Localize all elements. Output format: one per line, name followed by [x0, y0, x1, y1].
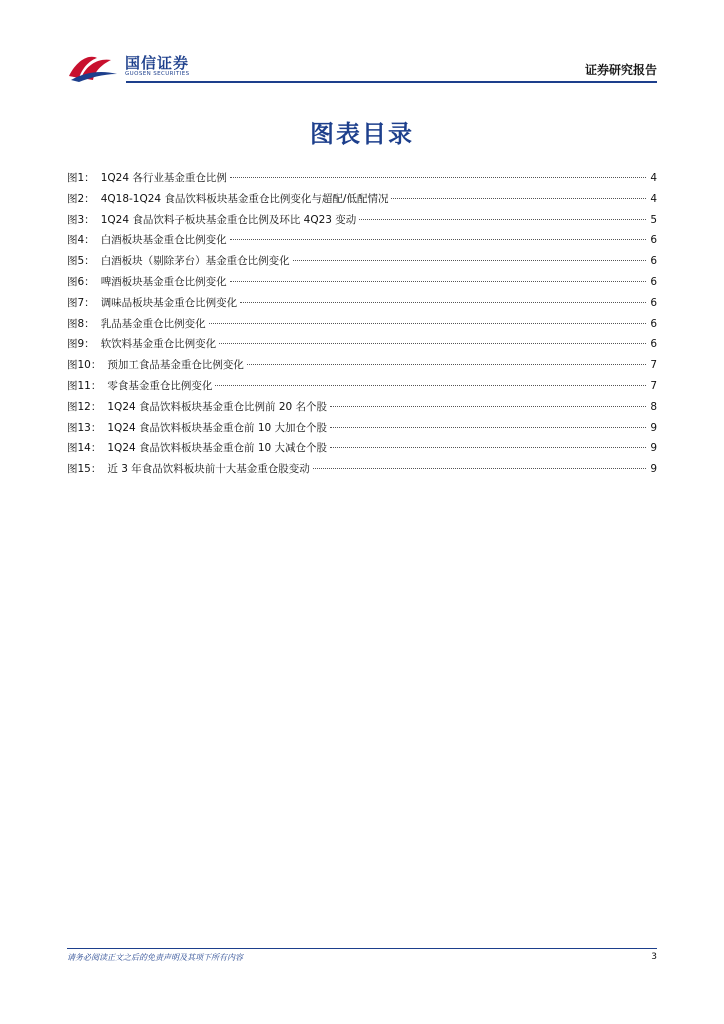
toc-entry[interactable] — [67, 357, 657, 378]
toc-page-number: 9 — [650, 463, 657, 476]
toc-dot-leader — [313, 468, 646, 469]
toc-figure-title: 1Q24 食品饮料板块基金重仓前 10 大减仓个股 — [107, 442, 328, 455]
header-divider — [126, 81, 657, 83]
toc-figure-title: 4Q18-1Q24 食品饮料板块基金重仓比例变化与超配/低配情况 — [100, 192, 389, 205]
toc-dot-leader — [330, 427, 646, 428]
toc-figure-number: 图6： — [67, 275, 95, 288]
toc-page-number: 6 — [650, 275, 657, 288]
toc-figure-title: 1Q24 食品饮料板块基金重仓前 10 大加仓个股 — [107, 421, 328, 434]
page-title: 图表目录 — [310, 120, 414, 148]
toc-figure-number: 图4： — [67, 234, 95, 247]
footer-divider — [67, 948, 657, 949]
toc-figure-title: 近 3 年食品饮料板块前十大基金重仓股变动 — [107, 463, 310, 476]
toc-entry[interactable] — [67, 295, 657, 316]
toc-figure-title: 啤酒板块基金重仓比例变化 — [100, 275, 227, 288]
toc-entry[interactable] — [67, 461, 657, 482]
toc-entry[interactable] — [67, 378, 657, 399]
toc-entry[interactable] — [67, 316, 657, 337]
toc-dot-leader — [330, 447, 646, 448]
toc-entry[interactable] — [67, 420, 657, 441]
toc-figure-number: 图2： — [67, 192, 95, 205]
toc-dot-leader — [391, 198, 646, 199]
toc-page-number: 4 — [650, 172, 657, 184]
toc-page-number: 6 — [650, 255, 657, 268]
toc-dot-leader — [293, 260, 646, 261]
toc-figure-title: 白酒板块（剔除茅台）基金重仓比例变化 — [100, 255, 290, 268]
toc-entry[interactable] — [67, 440, 657, 461]
toc-dot-leader — [230, 239, 646, 240]
toc-figure-number: 图3： — [67, 213, 95, 226]
toc-dot-leader — [219, 343, 646, 344]
toc-page-number: 6 — [650, 234, 657, 247]
toc-page-number: 7 — [650, 379, 657, 392]
toc-figure-title: 白酒板块基金重仓比例变化 — [100, 234, 227, 247]
toc-figure-number: 图11： — [67, 379, 102, 392]
toc-figure-number: 图14： — [67, 442, 102, 455]
toc-page-number: 9 — [650, 442, 657, 455]
toc-page-number: 8 — [650, 400, 657, 413]
guosen-logo — [67, 48, 207, 84]
toc-entry[interactable] — [67, 274, 657, 295]
toc-dot-leader — [359, 219, 646, 220]
toc-entry[interactable] — [67, 170, 657, 191]
guosen-logo-icon — [67, 52, 119, 82]
toc-page-number: 6 — [650, 317, 657, 330]
report-type-label: 证券研究报告 — [584, 63, 657, 77]
toc-page-number: 6 — [650, 338, 657, 351]
toc-figure-number: 图13： — [67, 421, 102, 434]
toc-dot-leader — [247, 364, 646, 365]
table-of-figures — [67, 170, 657, 482]
toc-entry[interactable] — [67, 399, 657, 420]
toc-figure-title: 1Q24 各行业基金重仓比例 — [100, 172, 227, 184]
toc-figure-number: 图9： — [67, 338, 95, 351]
page-header — [67, 48, 657, 84]
toc-entry[interactable] — [67, 253, 657, 274]
toc-dot-leader — [240, 302, 646, 303]
toc-page-number: 7 — [650, 359, 657, 372]
toc-dot-leader — [209, 323, 646, 324]
toc-entry[interactable] — [67, 232, 657, 253]
toc-dot-leader — [230, 281, 646, 282]
toc-figure-number: 图15： — [67, 463, 102, 476]
toc-figure-number: 图1： — [67, 172, 95, 184]
toc-figure-number: 图8： — [67, 317, 95, 330]
toc-dot-leader — [330, 406, 646, 407]
logo-english-name: GUOSEN SECURITIES — [125, 71, 190, 77]
toc-page-number: 9 — [650, 421, 657, 434]
toc-dot-leader — [215, 385, 646, 386]
toc-entry[interactable] — [67, 336, 657, 357]
toc-figure-number: 图7： — [67, 296, 95, 309]
toc-entry[interactable] — [67, 212, 657, 233]
toc-figure-number: 图10： — [67, 359, 102, 372]
toc-page-number: 4 — [650, 192, 657, 205]
toc-figure-title: 零食基金重仓比例变化 — [107, 379, 213, 392]
toc-figure-title: 软饮料基金重仓比例变化 — [100, 338, 217, 351]
toc-figure-title: 预加工食品基金重仓比例变化 — [107, 359, 244, 372]
footer-disclaimer: 请务必阅读正文之后的免责声明及其项下所有内容 — [67, 953, 243, 962]
toc-figure-title: 1Q24 食品饮料板块基金重仓比例前 20 名个股 — [107, 400, 328, 413]
toc-dot-leader — [230, 177, 646, 178]
toc-figure-title: 1Q24 食品饮料子板块基金重仓比例及环比 4Q23 变动 — [100, 213, 357, 226]
toc-page-number: 6 — [650, 296, 657, 309]
logo-chinese-name: 国信证券 — [125, 54, 190, 72]
toc-figure-title: 调味品板块基金重仓比例变化 — [100, 296, 238, 309]
toc-page-number: 5 — [650, 213, 657, 226]
page-number: 3 — [651, 952, 657, 962]
toc-figure-title: 乳品基金重仓比例变化 — [100, 317, 206, 330]
toc-entry[interactable] — [67, 191, 657, 212]
toc-figure-number: 图12： — [67, 400, 102, 413]
toc-figure-number: 图5： — [67, 255, 95, 268]
